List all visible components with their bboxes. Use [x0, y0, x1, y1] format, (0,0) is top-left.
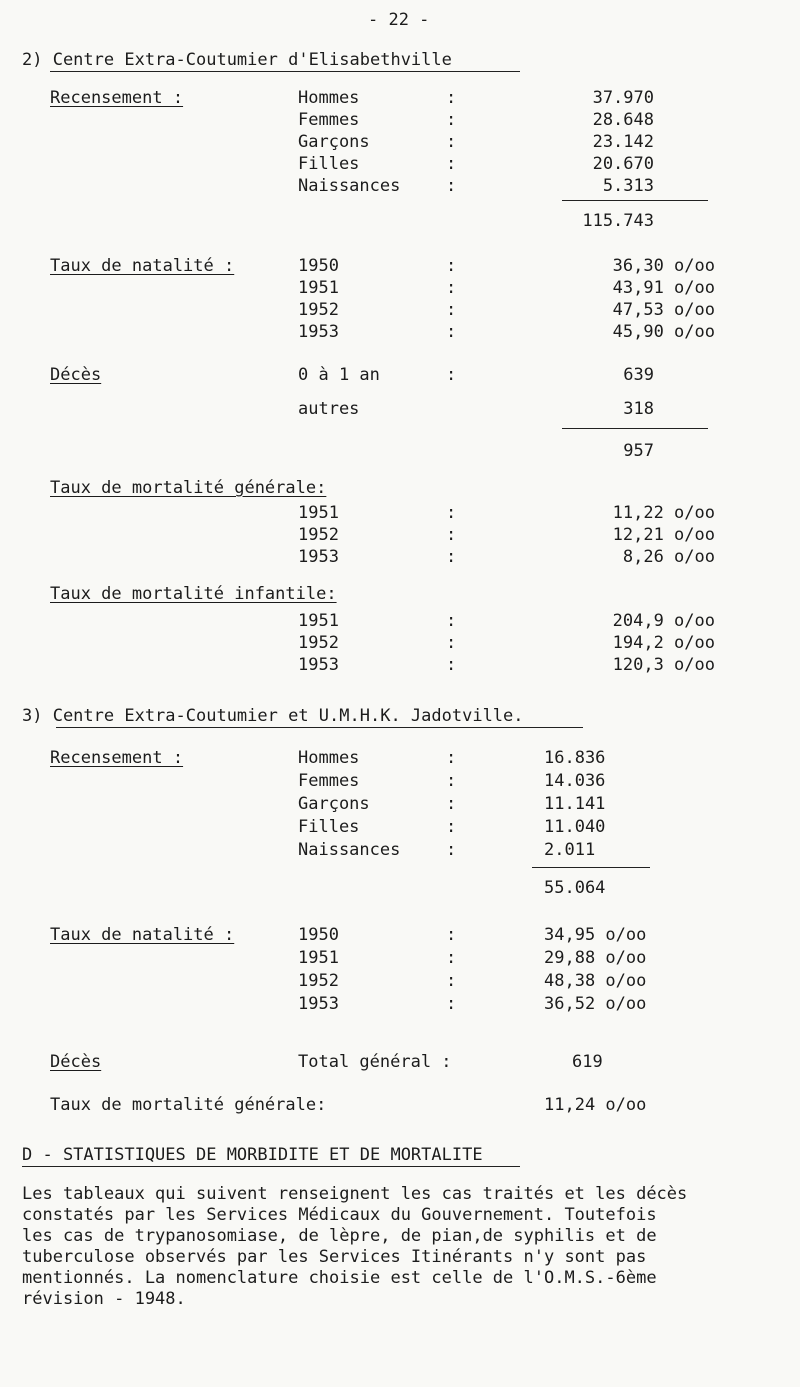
- s2-mg-value-0: 11,22 o/oo: [612, 503, 715, 523]
- section3-title: 3) Centre Extra-Coutumier et U.M.H.K. Jadotville.: [22, 706, 524, 726]
- s2-deces-total-rule: [562, 428, 708, 429]
- s2-mg-sep-2: :: [446, 547, 457, 567]
- s2-rec-total-rule: [562, 200, 708, 201]
- s3-rec-label-0: Hommes: [298, 748, 360, 768]
- s2-deces-label-0: 0 à 1 an: [298, 365, 380, 385]
- s2-mi-sep-0: :: [446, 611, 457, 631]
- paragraph-line-4: mentionnés. La nomenclature choisie est celle de l'O.M.S.-6ème: [22, 1268, 657, 1288]
- s3-rec-value-4: 2.011: [544, 840, 596, 860]
- s2-deces-value-1: 318: [623, 399, 654, 419]
- s2-nat-sep-1: :: [446, 278, 457, 298]
- s3-mortalite-generale-value: 11,24 o/oo: [544, 1095, 647, 1115]
- s3-nat-value-3: 36,52 o/oo: [544, 994, 647, 1014]
- s2-mi-value-2: 120,3 o/oo: [612, 655, 715, 675]
- s2-mg-year-0: 1951: [298, 503, 339, 523]
- paragraph-line-1: constatés par les Services Médicaux du Gouvernement. Toutefois: [22, 1205, 657, 1225]
- sectionD-title: D - STATISTIQUES DE MORBIDITE ET DE MORTALITE: [22, 1145, 483, 1165]
- s2-nat-year-3: 1953: [298, 322, 339, 342]
- s2-mg-year-1: 1952: [298, 525, 339, 545]
- s2-rec-value-2: 23.142: [592, 132, 654, 152]
- s3-nat-sep-0: :: [446, 925, 457, 945]
- s3-nat-value-1: 29,88 o/oo: [544, 948, 647, 968]
- s3-rec-sep-0: :: [446, 748, 457, 768]
- s3-nat-year-0: 1950: [298, 925, 339, 945]
- s2-rec-value-1: 28.648: [592, 110, 654, 130]
- s2-rec-sep-3: :: [446, 154, 457, 174]
- s2-mi-sep-2: :: [446, 655, 457, 675]
- s3-nat-year-2: 1952: [298, 971, 339, 991]
- s3-rec-total-rule: [532, 867, 650, 868]
- s2-rec-value-0: 37.970: [592, 88, 654, 108]
- s2-rec-label-2: Garçons: [298, 132, 370, 152]
- s3-rec-label-1: Femmes: [298, 771, 360, 791]
- s2-deces-total: 957: [623, 441, 654, 461]
- s3-rec-value-2: 11.141: [544, 794, 606, 814]
- s2-nat-year-1: 1951: [298, 278, 339, 298]
- s2-deces-label-1: autres: [298, 399, 360, 419]
- s3-deces-label: Décès: [50, 1052, 102, 1072]
- s2-rec-label-0: Hommes: [298, 88, 360, 108]
- s2-mg-sep-0: :: [446, 503, 457, 523]
- s2-rec-sep-2: :: [446, 132, 457, 152]
- s2-rec-sep-0: :: [446, 88, 457, 108]
- s2-mortalite-generale-label: Taux de mortalité générale:: [50, 478, 327, 498]
- s3-rec-label-4: Naissances: [298, 840, 401, 860]
- s3-deces-total-label: Total général :: [298, 1052, 452, 1072]
- section3-title-underline: [56, 727, 583, 728]
- page-number: - 22 -: [368, 10, 430, 30]
- paragraph-line-5: révision - 1948.: [22, 1289, 186, 1309]
- s2-nat-sep-0: :: [446, 256, 457, 276]
- s2-mi-value-0: 204,9 o/oo: [612, 611, 715, 631]
- s2-nat-year-2: 1952: [298, 300, 339, 320]
- s2-rec-value-3: 20.670: [592, 154, 654, 174]
- s2-mortalite-infantile-label: Taux de mortalité infantile:: [50, 584, 337, 604]
- s2-natalite-label: Taux de natalité :: [50, 256, 235, 276]
- s3-nat-sep-1: :: [446, 948, 457, 968]
- s3-rec-label-3: Filles: [298, 817, 360, 837]
- s3-rec-label-2: Garçons: [298, 794, 370, 814]
- s3-nat-year-1: 1951: [298, 948, 339, 968]
- s3-natalite-label: Taux de natalité :: [50, 925, 235, 945]
- s2-nat-year-0: 1950: [298, 256, 339, 276]
- s2-mi-year-1: 1952: [298, 633, 339, 653]
- s2-nat-value-3: 45,90 o/oo: [612, 322, 715, 342]
- s2-rec-total: 115.743: [582, 211, 654, 231]
- s3-nat-sep-2: :: [446, 971, 457, 991]
- s3-rec-sep-3: :: [446, 817, 457, 837]
- sectionD-title-underline: [22, 1166, 520, 1167]
- s2-rec-label-3: Filles: [298, 154, 360, 174]
- s3-deces-total-value: 619: [572, 1052, 603, 1072]
- s3-nat-sep-3: :: [446, 994, 457, 1014]
- s3-rec-value-0: 16.836: [544, 748, 606, 768]
- s2-mg-value-1: 12,21 o/oo: [612, 525, 715, 545]
- s3-rec-value-1: 14.036: [544, 771, 606, 791]
- s2-nat-value-2: 47,53 o/oo: [612, 300, 715, 320]
- s2-mg-sep-1: :: [446, 525, 457, 545]
- s2-rec-label-4: Naissances: [298, 176, 401, 196]
- paragraph-line-2: les cas de trypanosomiase, de lèpre, de pian,de syphilis et de: [22, 1226, 657, 1246]
- s3-recensement-label: Recensement :: [50, 748, 184, 768]
- s2-deces-value-0: 639: [623, 365, 654, 385]
- s2-mi-sep-1: :: [446, 633, 457, 653]
- s2-rec-label-1: Femmes: [298, 110, 360, 130]
- s2-nat-sep-3: :: [446, 322, 457, 342]
- s2-nat-sep-2: :: [446, 300, 457, 320]
- paragraph-line-3: tuberculose observés par les Services Itinérants n'y sont pas: [22, 1247, 647, 1267]
- section2-title-underline: [50, 71, 520, 72]
- s3-rec-total: 55.064: [544, 878, 606, 898]
- paragraph-line-0: Les tableaux qui suivent renseignent les cas traités et les décès: [22, 1184, 688, 1204]
- s2-nat-value-1: 43,91 o/oo: [612, 278, 715, 298]
- section2-title: 2) Centre Extra-Coutumier d'Elisabethville: [22, 50, 452, 70]
- s2-mi-value-1: 194,2 o/oo: [612, 633, 715, 653]
- s2-mg-value-2: 8,26 o/oo: [622, 547, 715, 567]
- s2-mi-year-2: 1953: [298, 655, 339, 675]
- s3-mortalite-generale-label: Taux de mortalité générale:: [50, 1095, 327, 1115]
- s3-rec-sep-2: :: [446, 794, 457, 814]
- s3-rec-sep-4: :: [446, 840, 457, 860]
- s2-rec-sep-4: :: [446, 176, 457, 196]
- s2-recensement-label: Recensement :: [50, 88, 184, 108]
- s2-mg-year-2: 1953: [298, 547, 339, 567]
- s3-nat-value-0: 34,95 o/oo: [544, 925, 647, 945]
- s2-deces-label: Décès: [50, 365, 102, 385]
- s3-nat-year-3: 1953: [298, 994, 339, 1014]
- s2-rec-sep-1: :: [446, 110, 457, 130]
- s2-rec-value-4: 5.313: [602, 176, 654, 196]
- s3-nat-value-2: 48,38 o/oo: [544, 971, 647, 991]
- s2-deces-sep-0: :: [446, 365, 457, 385]
- s2-mi-year-0: 1951: [298, 611, 339, 631]
- s2-nat-value-0: 36,30 o/oo: [612, 256, 715, 276]
- s3-rec-value-3: 11.040: [544, 817, 606, 837]
- s3-rec-sep-1: :: [446, 771, 457, 791]
